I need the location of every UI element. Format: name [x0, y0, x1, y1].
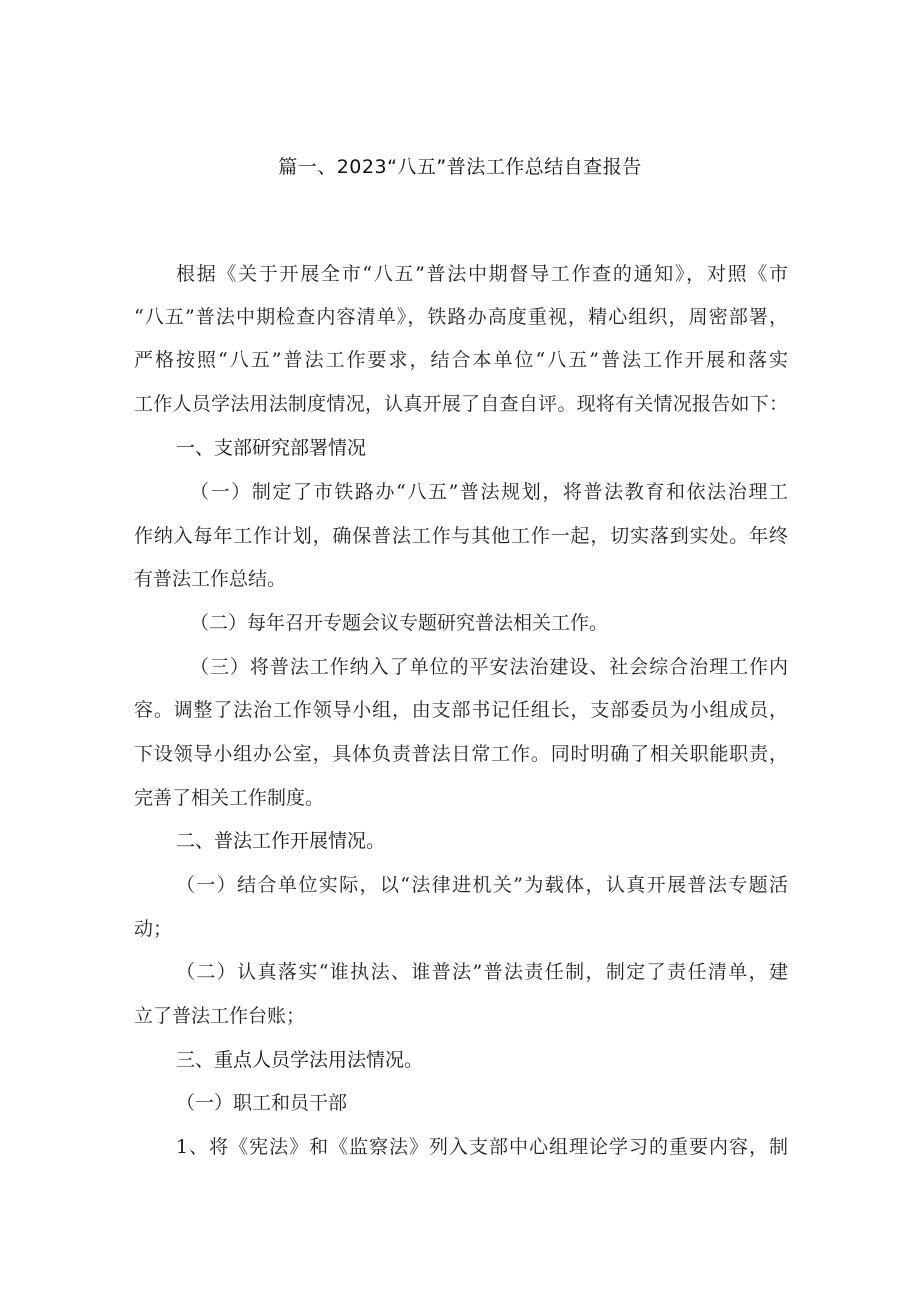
paragraph-line: 作纳入每年工作计划，确保普法工作与其他工作一起，切实落到实处。年终	[134, 525, 788, 547]
paragraph-line: 根据《关于开展全市“八五”普法中期督导工作查的通知》，对照《市	[176, 263, 788, 285]
paragraph-line: 工作人员学法用法制度情况，认真开展了自查自评。现将有关情况报告如下：	[134, 393, 788, 415]
paragraph-line: 严格按照“八五”普法工作要求，结合本单位“八五”普法工作开展和落实	[134, 349, 788, 371]
paragraph-line: “八五”普法中期检查内容清单》，铁路办高度重视，精心组织，周密部署，	[134, 306, 788, 328]
document-title: 篇一、2023“八五”普法工作总结自查报告	[278, 156, 642, 178]
paragraph-line: （一）结合单位实际，以“法律进机关”为载体，认真开展普法专题活	[176, 874, 788, 896]
paragraph-line: （一）制定了市铁路办“八五”普法规划，将普法教育和依法治理工	[190, 481, 788, 503]
paragraph-line: （二）每年召开专题会议专题研究普法相关工作。	[190, 612, 609, 634]
paragraph-line: 动；	[134, 918, 173, 940]
paragraph-line: （一）职工和员干部	[176, 1092, 348, 1114]
paragraph-line: 有普法工作总结。	[134, 568, 287, 590]
section-heading: 一、支部研究部署情况	[176, 437, 367, 459]
section-heading: 二、普法工作开展情况。	[176, 830, 386, 852]
paragraph-line: （三）将普法工作纳入了单位的平安法治建设、社会综合治理工作内	[190, 656, 788, 678]
paragraph-line: （二）认真落实“谁执法、谁普法”普法责任制，制定了责任清单，建	[176, 961, 788, 983]
paragraph-line: 完善了相关工作制度。	[134, 787, 325, 809]
paragraph-line: 容。调整了法治工作领导小组，由支部书记任组长，支部委员为小组成员，	[134, 699, 788, 721]
paragraph-line: 1、将《宪法》和《监察法》列入支部中心组理论学习的重要内容，制	[176, 1136, 788, 1158]
paragraph-line: 下设领导小组办公室，具体负责普法日常工作。同时明确了相关职能职责，	[134, 743, 788, 765]
paragraph-line: 立了普法工作台账；	[134, 1005, 306, 1027]
section-heading: 三、重点人员学法用法情况。	[176, 1049, 424, 1071]
